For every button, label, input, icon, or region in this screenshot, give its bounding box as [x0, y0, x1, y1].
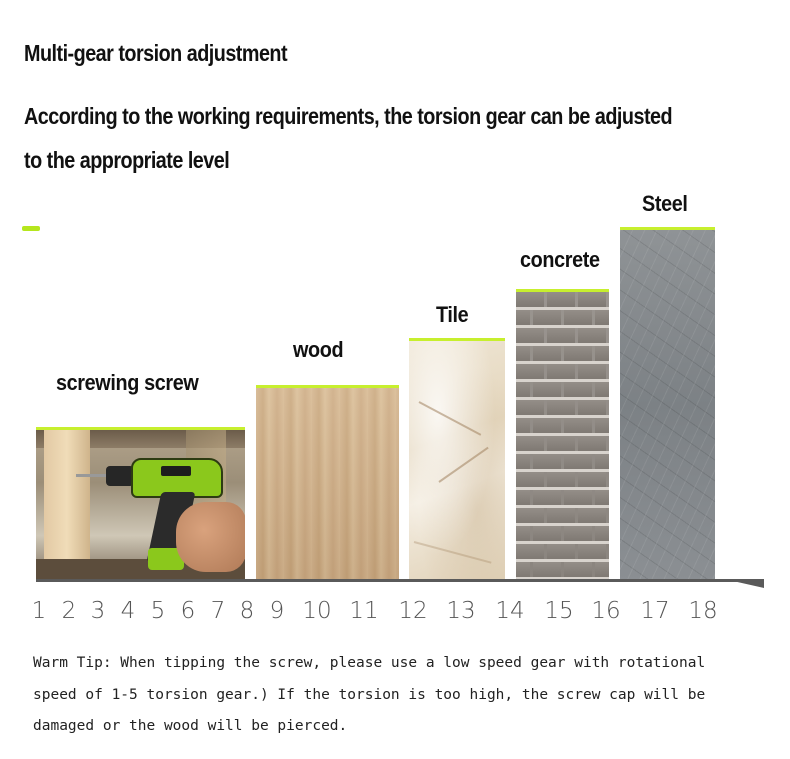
gear-number: 12 — [398, 598, 428, 624]
gear-number: 10 — [302, 598, 332, 624]
gear-number: 8 — [239, 598, 255, 624]
gear-number: 18 — [688, 598, 718, 624]
warm-tip-line-2: speed of 1-5 torsion gear.) If the torsion is too high, the screw cap will be — [33, 686, 706, 703]
warm-tip-line-1: Warm Tip: When tipping the screw, please use a low speed gear with rotational — [33, 655, 706, 671]
steel-image — [620, 227, 715, 581]
gear-number: 1 — [31, 598, 47, 624]
gear-number: 9 — [269, 598, 285, 624]
gear-number: 2 — [61, 598, 77, 624]
gear-number: 3 — [90, 598, 106, 624]
page-title: Multi-gear torsion adjustment — [24, 40, 288, 66]
warm-tip-line-3: damaged or the wood will be pierced. — [33, 718, 348, 734]
tile-image — [409, 338, 505, 581]
label-steel: Steel — [642, 191, 688, 216]
gear-number: 13 — [446, 598, 476, 624]
label-tile: Tile — [436, 302, 469, 327]
gear-axis-line — [36, 579, 750, 582]
gear-scale — [0, 598, 790, 628]
gear-number: 4 — [120, 598, 136, 624]
gear-number: 7 — [210, 598, 226, 624]
warm-tip — [33, 648, 790, 743]
concrete-brick-image — [516, 289, 609, 581]
label-screwing-screw: screwing screw — [56, 370, 199, 395]
label-concrete: concrete — [520, 247, 600, 272]
gear-number: 16 — [591, 598, 621, 624]
description — [24, 94, 746, 182]
gear-number: 6 — [180, 598, 196, 624]
gear-number: 5 — [150, 598, 166, 624]
gear-number: 11 — [349, 598, 379, 624]
description-line-1: According to the working requirements, the torsion gear can be adjusted — [24, 103, 673, 129]
label-wood: wood — [293, 337, 344, 362]
screwing-screw-image — [36, 427, 245, 581]
wood-image — [256, 385, 399, 581]
gear-number: 15 — [544, 598, 574, 624]
axis-arrow-icon — [724, 579, 764, 588]
accent-dash — [22, 226, 40, 231]
description-line-2: to the appropriate level — [24, 147, 230, 173]
gear-number: 14 — [495, 598, 525, 624]
gear-number: 17 — [640, 598, 670, 624]
